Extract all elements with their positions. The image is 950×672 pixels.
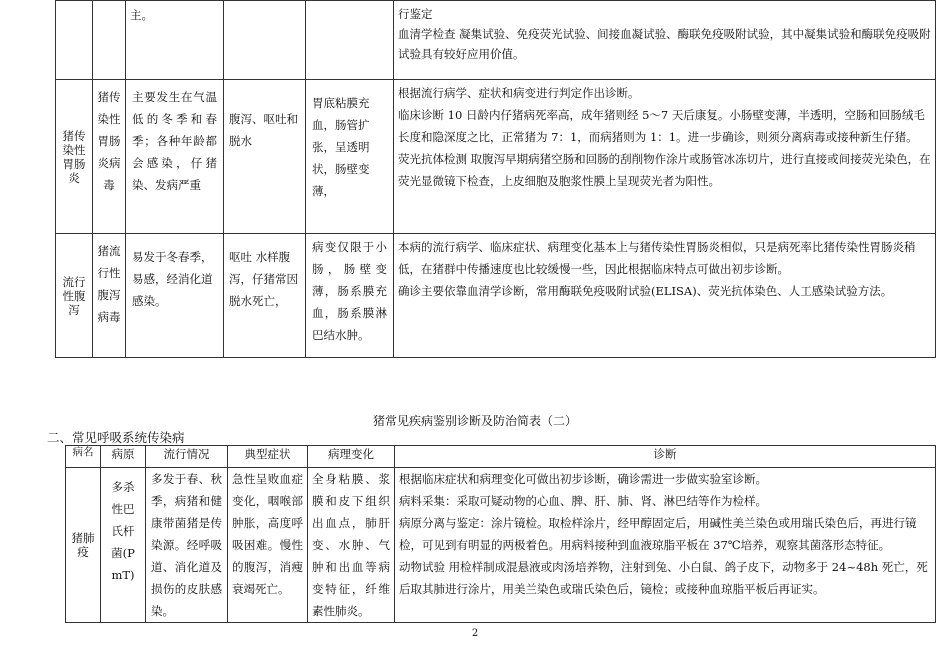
pathology: 全身粘膜、浆膜和皮下组织出血点，肺肝变、水肿、气肿和出血等病变特征，纤维素性肺炎。 — [312, 472, 390, 618]
diagnosis-cell — [394, 234, 936, 358]
table-cell — [224, 1, 306, 80]
header-epidemiology: 流行情况 — [163, 447, 210, 461]
pathology-cell — [308, 468, 395, 623]
pathogen-cell — [93, 234, 126, 358]
diagnosis-line: 行鉴定 — [398, 7, 433, 21]
header-cell — [66, 446, 101, 468]
diagnosis-line: 临床诊断 10 日龄内仔猪病死率高，成年猪则经 5～7 天后康复。小肠壁变薄，半透明，空肠和回肠绒毛长度和隐深度之比，正常猪为 7：1，而病猪则为 1：1。进一步确诊，则须分离病毒或接种新生仔猪。 — [398, 108, 925, 144]
table-cell — [93, 1, 126, 80]
pathogen: 猪传染性胃肠炎病毒 — [97, 90, 121, 192]
pathology: 胃底粘膜充血，肠管扩张，呈透明状，肠壁变薄， — [312, 96, 370, 198]
pathology: 病变仅限于小肠，肠壁变薄，肠系膜充血，肠系膜淋巴结水肿。 — [312, 240, 387, 342]
symptoms: 急性呈败血症变化，咽喉部肿胀，高度呼吸困难。慢性的腹泻，消瘦衰竭死亡。 — [232, 472, 303, 596]
table-row — [56, 80, 936, 234]
diagnosis-line: 血清学检查 凝集试验、免疫荧光试验、间接血凝试验、酶联免疫吸附试验，其中凝集试验和酶联免疫吸附试验具有较好应用价值。 — [398, 27, 931, 61]
epidemiology: 主要发生在气温低的冬季和春季；各种年龄都会感染，仔猪染、发病严重 — [132, 90, 217, 192]
diagnosis-line: 病料采集：采取可疑动物的心血、脾、肝、肺、肾、淋巴结等作为检样。 — [399, 494, 767, 508]
table-row — [56, 234, 936, 358]
diagnosis-line: 确诊主要依靠血清学诊断，常用酶联免疫吸附试验(ELISA)、荧光抗体染色、人工感染试验方法。 — [398, 284, 893, 298]
diagnosis-line: 动物试验 用检样制成混悬液或肉汤培养物，注射到兔、小白鼠、鸽子皮下，动物多于 24~48h 死亡，死后取其肺进行涂片，用美兰染色或瑞氏染色后，镜检；或接种血琼脂平板后再证实。 — [399, 560, 928, 596]
header-diagnosis: 诊断 — [653, 447, 677, 461]
disease-table-1 — [55, 0, 936, 358]
table-cell — [306, 1, 394, 80]
header-pathology: 病理变化 — [328, 447, 374, 461]
diagnosis-cell — [395, 468, 936, 623]
pathogen: 猪流行性腹泻病毒 — [97, 244, 121, 324]
header-pathogen: 病原 — [111, 447, 135, 461]
disease-name-cell — [56, 80, 93, 234]
disease-name-cell — [56, 234, 93, 358]
epidemiology: 易发于冬春季，易感，经消化道感染。 — [132, 250, 213, 308]
pathology-cell — [306, 80, 394, 234]
header-symptoms: 典型症状 — [244, 447, 291, 461]
symptoms-cell — [224, 234, 306, 358]
symptoms: 腹泻、呕吐和脱水 — [229, 112, 298, 148]
symptoms-cell — [228, 468, 308, 623]
diagnosis-line: 根据临床症状和病理变化可做出初步诊断，确诊需进一步做实验室诊断。 — [399, 472, 767, 486]
disease-name: 猪肺疫 — [71, 531, 95, 559]
epidemiology: 多发于春、秋季，病猪和健康带菌猪是传染源。经呼吸道、消化道及损伤的皮肤感染。 — [151, 472, 222, 618]
page-number: 2 — [471, 628, 479, 639]
pathogen: 多杀性巴氏杆菌(PmT) — [111, 480, 135, 582]
disease-name: 流行性腹泻 — [62, 274, 86, 317]
symptoms: 呕吐 水样腹泻，仔猪常因脱水死亡， — [229, 250, 298, 308]
disease-name: 猪传染性胃肠炎 — [62, 128, 86, 185]
epidemiology-cell — [126, 80, 224, 234]
header-cell — [395, 446, 936, 468]
table-cell — [126, 1, 224, 80]
diagnosis-cell — [394, 1, 936, 80]
table-cell — [56, 1, 93, 80]
disease-name-cell — [66, 468, 101, 623]
epidemiology-cell: 主。 — [130, 8, 153, 22]
table-row — [66, 468, 936, 623]
pathogen-cell — [93, 80, 126, 234]
pathology-cell — [306, 234, 394, 358]
symptoms-cell — [224, 80, 306, 234]
pathogen-cell — [101, 468, 146, 623]
section-heading: 二、常见呼吸系统传染病 — [47, 430, 185, 445]
header-cell — [101, 446, 146, 468]
header-cell — [146, 446, 228, 468]
diagnosis-line: 本病的流行病学、临床症状、病理变化基本上与猪传染性胃肠炎相似，只是病死率比猪传染性胃肠炎稍低，在猪群中传播速度也比较缓慢一些，因此根据临床特点可做出初步诊断。 — [398, 240, 916, 276]
header-cell — [308, 446, 395, 468]
diagnosis-line: 病原分离与鉴定：涂片镜检。取检样涂片，经甲醇固定后，用碱性美兰染色或用瑞氏染色后，再进行镜检，可见到有明显的两极着色。用病料接种到血液琼脂平板在 37℃培养，观察其菌落形态特征。 — [399, 516, 917, 552]
diagnosis-line: 荧光抗体检测 取腹泻早期病猪空肠和回肠的刮削物作涂片或肠管冰冻切片，进行直接或间接荧光染色，在荧光显微镜下检查，上皮细胞及胞浆性膜上呈现荧光者为阳性。 — [398, 152, 931, 188]
header-cell — [228, 446, 308, 468]
table-row — [56, 1, 936, 80]
table-header-row — [66, 446, 936, 468]
epidemiology-cell — [146, 468, 228, 623]
table-title: 猪常见疾病鉴别诊断及防治简表（二） — [372, 414, 577, 428]
header-disease-name: 病名 — [72, 446, 94, 458]
epidemiology-cell — [126, 234, 224, 358]
diagnosis-line: 根据流行病学、症状和病变进行判定作出诊断。 — [398, 86, 640, 100]
disease-table-2 — [65, 445, 936, 623]
diagnosis-cell — [394, 80, 936, 234]
